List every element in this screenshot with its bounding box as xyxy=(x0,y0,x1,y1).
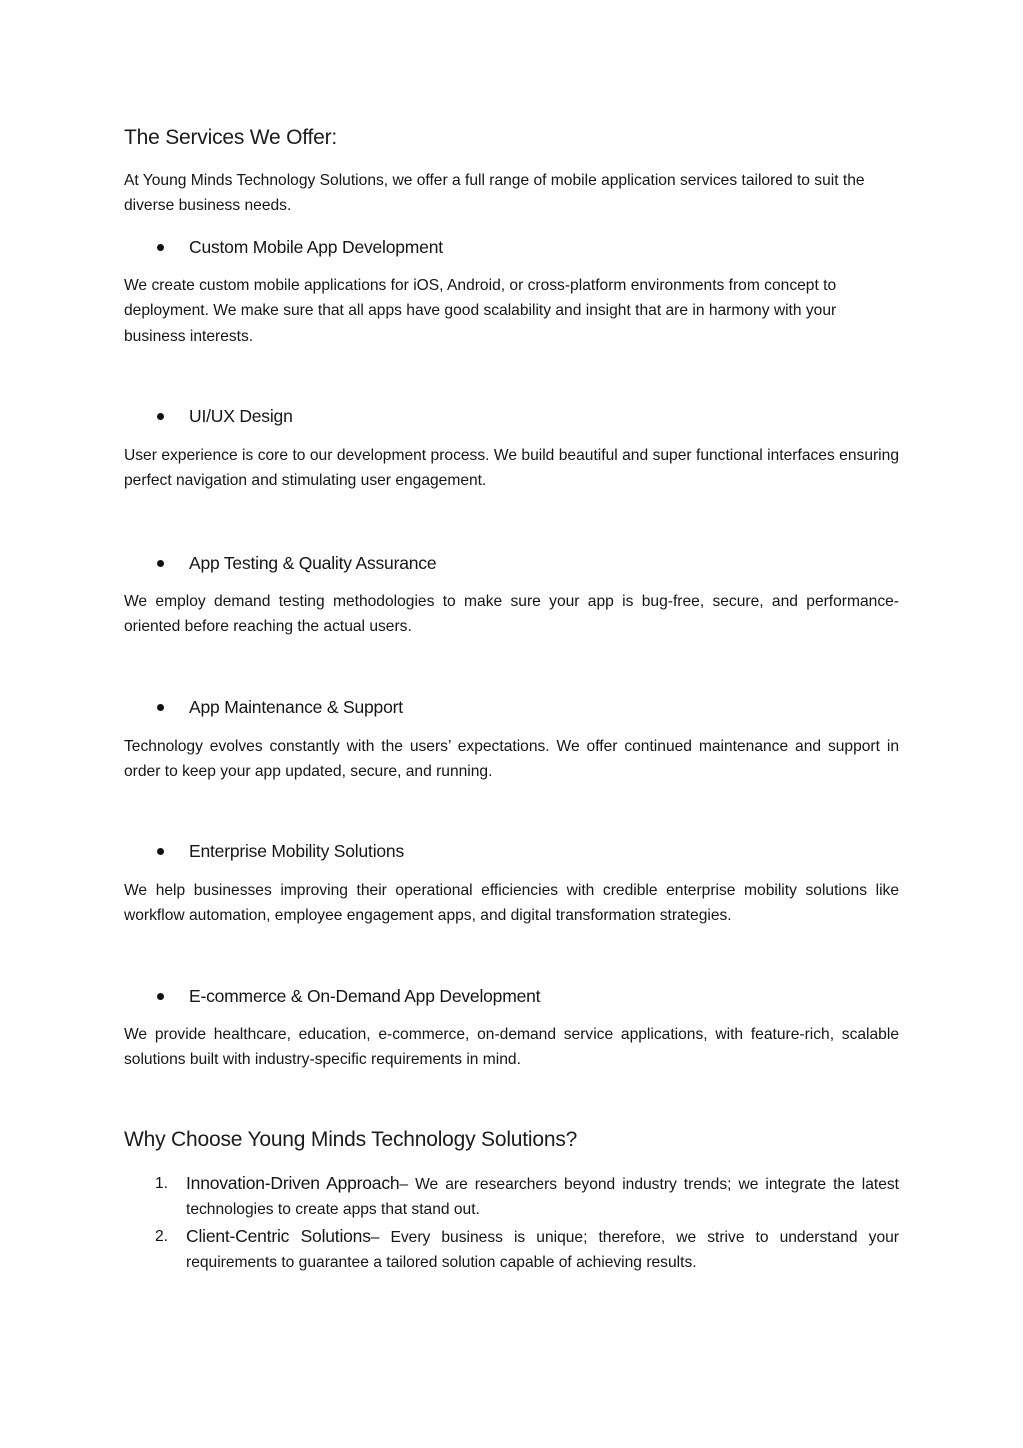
service-description: User experience is core to our development process. We build beautiful and super functional interfaces ensuring perfect navigation and stimulating user engagement. xyxy=(124,447,899,490)
service-title: App Maintenance & Support xyxy=(189,697,403,717)
list-item-lead: Client-Centric Solutions xyxy=(186,1226,371,1246)
service-item-ecommerce xyxy=(157,984,540,1008)
bullet-icon xyxy=(157,244,164,251)
list-item-text: – We are researchers beyond industry trends; we integrate the latest technologies to create apps that stand out. xyxy=(186,1176,900,1219)
service-description: We employ demand testing methodologies to make sure your app is bug-free, secure, and performance-oriented before reaching the actual users. xyxy=(124,593,899,636)
bullet-icon xyxy=(157,993,164,1000)
list-item-lead: Innovation-Driven Approach xyxy=(186,1173,400,1193)
service-title: UI/UX Design xyxy=(189,406,293,426)
section-heading-services: The Services We Offer: xyxy=(124,126,338,149)
bullet-icon xyxy=(157,704,164,711)
service-title: App Testing & Quality Assurance xyxy=(189,553,437,573)
service-title: Custom Mobile App Development xyxy=(189,237,443,257)
service-item-maintenance xyxy=(157,695,403,719)
bullet-icon xyxy=(157,560,164,567)
service-item-custom-app xyxy=(157,235,443,259)
list-item-body xyxy=(186,1224,899,1276)
service-description: We provide healthcare, education, e-commerce, on-demand service applications, with feature-rich, scalable solutions built with industry-specific requirements in mind. xyxy=(124,1026,899,1069)
list-number: 2. xyxy=(155,1228,169,1245)
service-description: We create custom mobile applications for iOS, Android, or cross-platform environments from concept to deployment. We make sure that all apps have good scalability and insight that are in harmony with your business interests. xyxy=(124,277,837,345)
list-number: 1. xyxy=(155,1175,169,1192)
service-title: Enterprise Mobility Solutions xyxy=(189,841,404,861)
section-heading-why-choose: Why Choose Young Minds Technology Solutions? xyxy=(124,1128,578,1151)
service-item-testing xyxy=(157,551,436,575)
list-item-text: – Every business is unique; therefore, we strive to understand your requirements to guarantee a tailored solution capable of achieving results. xyxy=(186,1229,899,1272)
service-description: Technology evolves constantly with the users’ expectations. We offer continued maintenance and support in order to keep your app updated, secure, and running. xyxy=(124,738,899,781)
service-title: E-commerce & On-Demand App Development xyxy=(189,986,541,1006)
service-item-enterprise xyxy=(157,839,404,863)
service-description: We help businesses improving their operational efficiencies with credible enterprise mobility solutions like workflow automation, employee engagement apps, and digital transformation strategies. xyxy=(124,882,899,925)
bullet-icon xyxy=(157,848,164,855)
services-intro-paragraph: At Young Minds Technology Solutions, we offer a full range of mobile application services tailored to suit the diverse business needs. xyxy=(124,172,865,215)
bullet-icon xyxy=(157,413,164,420)
list-item-body xyxy=(186,1171,899,1223)
service-item-ui-ux xyxy=(157,404,293,428)
